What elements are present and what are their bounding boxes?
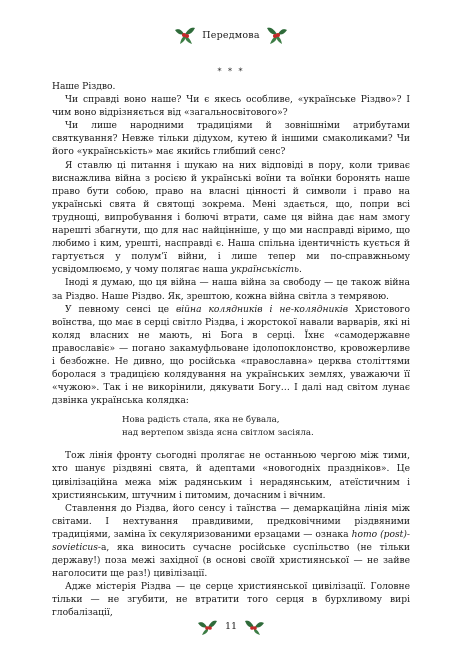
section-separator: * * * — [217, 67, 245, 76]
paragraph: Іноді я думаю, що ця війна — наша війна за свободу — це також війна за Різдво. Наше Різдво. Як, зрештою, кожна війна світла з темрявою. — [52, 278, 410, 302]
emphasis: homo (post)-sovieticus — [52, 529, 410, 553]
page-number: 11 — [224, 621, 238, 632]
paragraph: Ставлення до Різдва, його сенсу і таїнства — демаркаційна лінія між світами. І нехтування правдивими, предковічними різдвяними традиціями, заміна їх секуляризованими ерзацами — ознака homo (post)-sovieticus-а, яка виносить сучасне російське суспільство (не тільки державу!) поза межі західної (в основі своїй християнської — не зайве наголосити ще раз!) цивілізації. — [52, 503, 410, 580]
paragraph: Наше Різдво. — [52, 82, 116, 92]
emphasis: війна колядників і не-колядників — [175, 304, 349, 315]
paragraph: У певному сенсі це війна колядників і не-колядників Христового воїнства, що має в серці світло Різдва, і жорстокої навали варварів, які ні коляд власних не мають, ні Бога в серці. Їхнє «самодержавне православіє» — погано закамуфльоване ідолопоклонство, кровожерливе і безбожне. Не дивно, що російська «православна» церква століттями боролася з традицією колядування на українських землях, уважаючи її «чужою». Так і не викорінили, дякувати Богу… І далі над світом лунає дзвінка українська колядка: — [52, 304, 410, 407]
paragraph: Тож лінія фронту сьогодні пролягає не останньою чергою між тими, хто шанує різдвяні свята, й адептами «новогодніх праздніков». Це цивілізаційна межа між радянським і нерадянським, атеїстичним і християнським, штучним і питомим, дочасним і вічним. — [52, 451, 410, 501]
paragraph: Чи лише народними традиціями й зовнішніми атрибутами святкування? Невже тільки дідухом, кутею й іншими смаколиками? Чи його «українськість» має якийсь глибший сенс? — [52, 121, 410, 158]
poem-line: над вертепом звізда ясна світлом засіяла. — [122, 428, 314, 439]
header-title: Передмова — [202, 30, 260, 41]
carol-quote — [122, 414, 410, 440]
body-text — [52, 81, 410, 621]
page-footer — [0, 615, 462, 639]
running-header — [0, 18, 462, 52]
holly-icon — [264, 22, 290, 48]
holly-icon — [242, 616, 266, 638]
emphasis: українськість — [230, 265, 300, 276]
poem-line: Нова радість стала, яка не бувала, — [122, 415, 280, 426]
paragraph: Чи справді воно наше? Чи є якесь особливе, «українське Різдво»? І чим воно відрізняється від «загальносвітового»? — [52, 95, 410, 119]
paragraph: Адже містерія Різдва — це серце християнської цивілізації. Головне тільки — не згубити, не втратити того серця в бурхливому вирі глобалізації, — [52, 582, 410, 619]
paragraph: Я ставлю ці питання і шукаю на них відповіді в пору, коли триває виснажлива війна з росією й українські воїни та воїнки боронять наше право бути собою, право на власні цінності й символи і право на українські свята й святощі зокрема. Мені здається, що, попри всі труднощі, випробування і болючі втрати, саме ця війна дає нам змогу нарешті збагнути, що для нас найцінніше, у що ми насправді віримо, що любимо і ким, урешті, насправді є. Наша спільна ідентичність кується й гартується у полум’ї війни, і лише тепер ми по-справжньому усвідомлюємо, у чому полягає наша українськість. — [52, 160, 410, 276]
